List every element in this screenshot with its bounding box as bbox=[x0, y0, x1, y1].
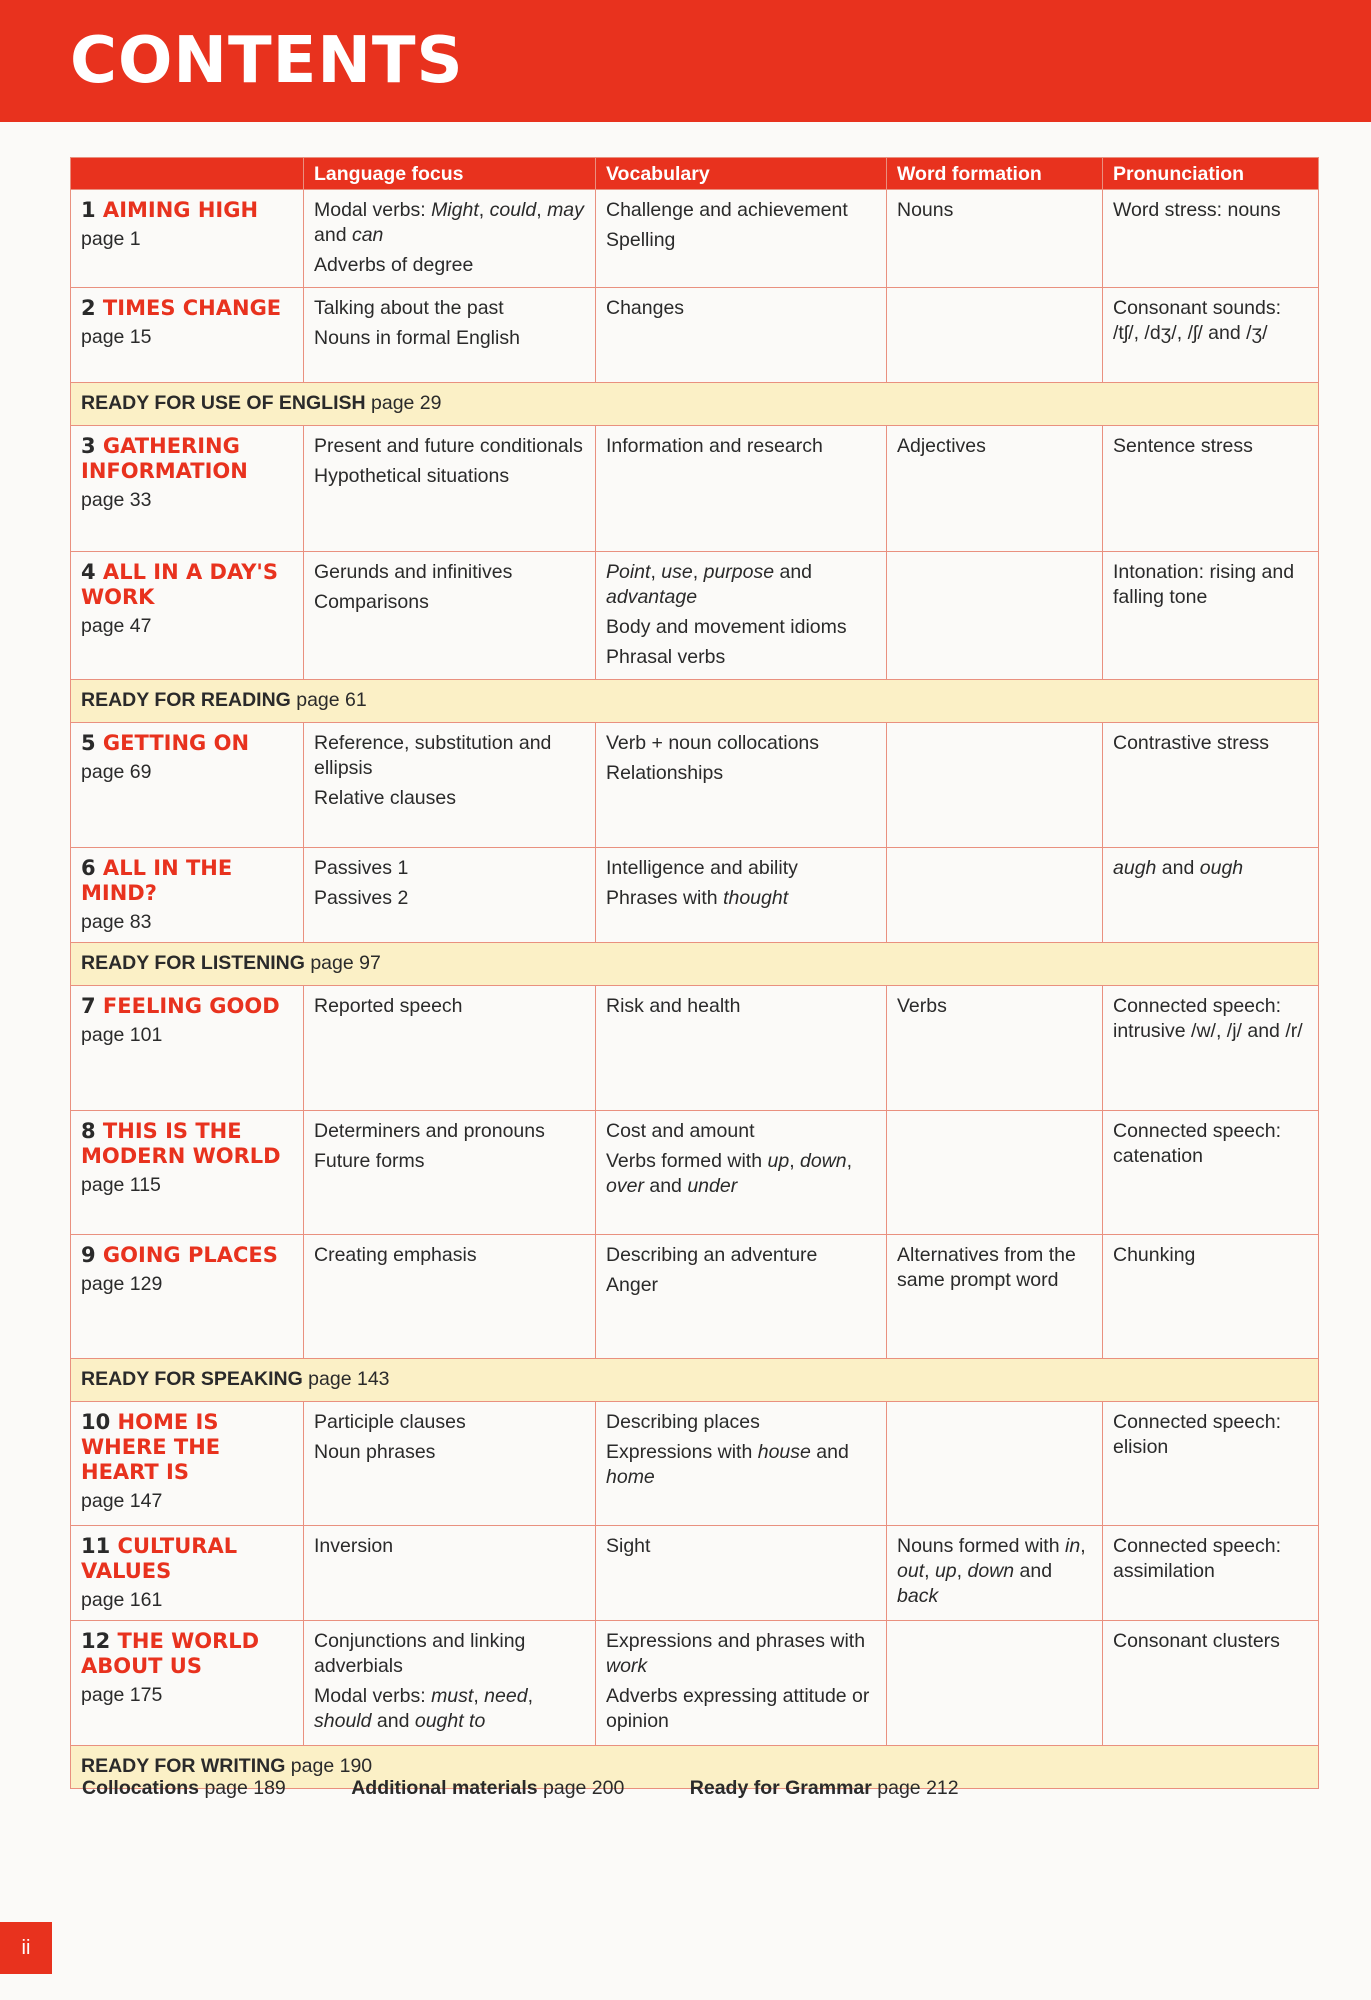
vocabulary-cell bbox=[596, 723, 887, 848]
unit-row[interactable] bbox=[71, 848, 1319, 943]
footer-links bbox=[82, 1777, 1019, 1800]
unit-row[interactable] bbox=[71, 190, 1319, 288]
pronunciation-cell bbox=[1103, 1526, 1319, 1621]
cell-line: Inversion bbox=[314, 1535, 394, 1557]
footer-item-collocations[interactable]: Collocations page 189 bbox=[82, 1777, 286, 1799]
cell-line: Phrasal verbs bbox=[606, 646, 726, 668]
cell-line: Connected speech: intrusive /w/, /j/ and /r/ bbox=[1113, 995, 1303, 1042]
vocabulary-cell bbox=[596, 190, 887, 288]
pronunciation-cell bbox=[1103, 723, 1319, 848]
cell-line: Connected speech: assimilation bbox=[1113, 1535, 1282, 1582]
unit-title-cell[interactable]: 7 FEELING GOOD page 101 bbox=[71, 986, 304, 1111]
cell-line: Gerunds and infinitives bbox=[314, 561, 513, 583]
word-formation-cell bbox=[887, 426, 1103, 552]
unit-title-cell[interactable]: 2 TIMES CHANGE page 15 bbox=[71, 288, 304, 383]
column-header-vocabulary: Vocabulary bbox=[596, 158, 887, 190]
cell-line: Conjunctions and linking adverbials bbox=[314, 1630, 526, 1677]
cell-line: Nouns in formal English bbox=[314, 327, 520, 349]
cell-line: Connected speech: elision bbox=[1113, 1411, 1282, 1458]
word-formation-cell bbox=[887, 723, 1103, 848]
cell-line: Changes bbox=[606, 297, 685, 319]
language-focus-cell bbox=[304, 723, 596, 848]
cell-line: Challenge and achievement bbox=[606, 199, 848, 221]
cell-line: Relationships bbox=[606, 762, 724, 784]
cell-line: Body and movement idioms bbox=[606, 616, 847, 638]
word-formation-cell bbox=[887, 552, 1103, 680]
cell-line: Reported speech bbox=[314, 995, 463, 1017]
cell-line: Consonant clusters bbox=[1113, 1630, 1280, 1652]
word-formation-cell bbox=[887, 848, 1103, 943]
cell-line: Passives 1 bbox=[314, 857, 409, 879]
unit-title-cell[interactable]: 6 ALL IN THE MIND? page 83 bbox=[71, 848, 304, 943]
unit-title-cell[interactable]: 5 GETTING ON page 69 bbox=[71, 723, 304, 848]
column-header-word-formation: Word formation bbox=[887, 158, 1103, 190]
footer-item-ready-for-grammar[interactable]: Ready for Grammar page 212 bbox=[689, 1777, 959, 1799]
language-focus-cell bbox=[304, 848, 596, 943]
cell-line: Describing an adventure bbox=[606, 1244, 818, 1266]
cell-line: Sentence stress bbox=[1113, 435, 1253, 457]
contents-table bbox=[70, 157, 1319, 1789]
cell-line: Word stress: nouns bbox=[1113, 199, 1281, 221]
pronunciation-cell bbox=[1103, 426, 1319, 552]
pronunciation-cell bbox=[1103, 552, 1319, 680]
unit-row[interactable] bbox=[71, 288, 1319, 383]
cell-line: Chunking bbox=[1113, 1244, 1196, 1266]
cell-line: Contrastive stress bbox=[1113, 732, 1270, 754]
cell-line: Connected speech: catenation bbox=[1113, 1120, 1282, 1167]
word-formation-cell bbox=[887, 288, 1103, 383]
pronunciation-cell bbox=[1103, 1235, 1319, 1359]
cell-line: Verbs bbox=[897, 995, 947, 1017]
vocabulary-cell bbox=[596, 1402, 887, 1526]
cell-line: Comparisons bbox=[314, 591, 429, 613]
vocabulary-cell bbox=[596, 1111, 887, 1235]
ready-section-row[interactable] bbox=[71, 680, 1319, 723]
cell-line: Verb + noun collocations bbox=[606, 732, 820, 754]
ready-section-label[interactable]: READY FOR READING page 61 bbox=[71, 680, 1319, 723]
ready-section-row[interactable] bbox=[71, 1359, 1319, 1402]
language-focus-cell bbox=[304, 986, 596, 1111]
vocabulary-cell bbox=[596, 1526, 887, 1621]
unit-title-cell[interactable]: 8 THIS IS THE MODERN WORLD page 115 bbox=[71, 1111, 304, 1235]
unit-title-cell[interactable]: 3 GATHERING INFORMATION page 33 bbox=[71, 426, 304, 552]
cell-line: Adverbs expressing attitude or opinion bbox=[606, 1685, 870, 1732]
page-title: CONTENTS bbox=[70, 24, 464, 98]
cell-line: Creating emphasis bbox=[314, 1244, 477, 1266]
unit-row[interactable] bbox=[71, 1526, 1319, 1621]
cell-line: Sight bbox=[606, 1535, 651, 1557]
unit-row[interactable] bbox=[71, 426, 1319, 552]
cell-line: Consonant sounds: /tʃ/, /dʒ/, /ʃ/ and /ʒ/ bbox=[1113, 297, 1282, 344]
column-header-language-focus: Language focus bbox=[304, 158, 596, 190]
cell-line: Noun phrases bbox=[314, 1441, 436, 1463]
cell-line: Phrases with thought bbox=[606, 887, 789, 909]
word-formation-cell bbox=[887, 1526, 1103, 1621]
vocabulary-cell bbox=[596, 848, 887, 943]
vocabulary-cell bbox=[596, 1621, 887, 1746]
pronunciation-cell bbox=[1103, 1621, 1319, 1746]
word-formation-cell bbox=[887, 1402, 1103, 1526]
cell-line: Risk and health bbox=[606, 995, 741, 1017]
cell-line: Talking about the past bbox=[314, 297, 504, 319]
cell-line: Relative clauses bbox=[314, 787, 456, 809]
cell-line: Nouns bbox=[897, 199, 954, 221]
language-focus-cell bbox=[304, 190, 596, 288]
cell-line: Determiners and pronouns bbox=[314, 1120, 545, 1142]
cell-line: Modal verbs: Might, could, may and can bbox=[314, 199, 584, 246]
cell-line: Reference, substitution and ellipsis bbox=[314, 732, 552, 779]
cell-line: Present and future conditionals bbox=[314, 435, 583, 457]
word-formation-cell bbox=[887, 986, 1103, 1111]
header-corner bbox=[71, 158, 304, 190]
vocabulary-cell bbox=[596, 986, 887, 1111]
cell-line: Expressions and phrases with work bbox=[606, 1630, 866, 1677]
cell-line: Participle clauses bbox=[314, 1411, 466, 1433]
pronunciation-cell bbox=[1103, 1402, 1319, 1526]
language-focus-cell bbox=[304, 1111, 596, 1235]
header-row bbox=[71, 158, 1319, 190]
language-focus-cell bbox=[304, 1526, 596, 1621]
ready-section-row[interactable] bbox=[71, 383, 1319, 426]
unit-title-cell[interactable]: 9 GOING PLACES page 129 bbox=[71, 1235, 304, 1359]
unit-row[interactable] bbox=[71, 1111, 1319, 1235]
unit-row[interactable] bbox=[71, 723, 1319, 848]
cell-line: Hypothetical situations bbox=[314, 465, 510, 487]
pronunciation-cell bbox=[1103, 288, 1319, 383]
language-focus-cell bbox=[304, 1402, 596, 1526]
language-focus-cell bbox=[304, 1621, 596, 1746]
pronunciation-cell bbox=[1103, 1111, 1319, 1235]
cell-line: Modal verbs: must, need, should and ought to bbox=[314, 1685, 533, 1732]
word-formation-cell bbox=[887, 1235, 1103, 1359]
cell-line: Intonation: rising and falling tone bbox=[1113, 561, 1295, 608]
cell-line: Alternatives from the same prompt word bbox=[897, 1244, 1076, 1291]
unit-title-cell[interactable]: 12 THE WORLD ABOUT US page 175 bbox=[71, 1621, 304, 1746]
column-header-pronunciation: Pronunciation bbox=[1103, 158, 1319, 190]
cell-line: augh and ough bbox=[1113, 857, 1244, 879]
cell-line: Expressions with house and home bbox=[606, 1441, 849, 1488]
unit-title-cell[interactable]: 10 HOME IS WHERE THE HEART IS page 147 bbox=[71, 1402, 304, 1526]
ready-section-label[interactable]: READY FOR WRITING page 190 bbox=[71, 1746, 1319, 1789]
unit-row[interactable] bbox=[71, 1402, 1319, 1526]
vocabulary-cell bbox=[596, 288, 887, 383]
cell-line: Nouns formed with in, out, up, down and back bbox=[897, 1535, 1086, 1607]
cell-line: Adjectives bbox=[897, 435, 986, 457]
ready-section-label[interactable]: READY FOR LISTENING page 97 bbox=[71, 943, 1319, 986]
cell-line: Describing places bbox=[606, 1411, 760, 1433]
vocabulary-cell bbox=[596, 552, 887, 680]
word-formation-cell bbox=[887, 190, 1103, 288]
cell-line: Verbs formed with up, down, over and under bbox=[606, 1150, 853, 1197]
language-focus-cell bbox=[304, 1235, 596, 1359]
cell-line: Adverbs of degree bbox=[314, 254, 474, 276]
unit-title-cell[interactable]: 1 AIMING HIGH page 1 bbox=[71, 190, 304, 288]
unit-title-cell[interactable]: 11 CULTURAL VALUES page 161 bbox=[71, 1526, 304, 1621]
vocabulary-cell bbox=[596, 1235, 887, 1359]
cell-line: Intelligence and ability bbox=[606, 857, 798, 879]
cell-line: Spelling bbox=[606, 229, 676, 251]
footer-item-additional-materials[interactable]: Additional materials page 200 bbox=[351, 1777, 625, 1799]
cell-line: Future forms bbox=[314, 1150, 425, 1172]
unit-row[interactable] bbox=[71, 986, 1319, 1111]
unit-row[interactable] bbox=[71, 1235, 1319, 1359]
cell-line: Anger bbox=[606, 1274, 659, 1296]
unit-row[interactable] bbox=[71, 552, 1319, 680]
cell-line: Point, use, purpose and advantage bbox=[606, 561, 813, 608]
pronunciation-cell bbox=[1103, 190, 1319, 288]
vocabulary-cell bbox=[596, 426, 887, 552]
page-number: ii bbox=[0, 1922, 52, 1974]
cell-line: Cost and amount bbox=[606, 1120, 755, 1142]
pronunciation-cell bbox=[1103, 986, 1319, 1111]
ready-section-label[interactable]: READY FOR SPEAKING page 143 bbox=[71, 1359, 1319, 1402]
word-formation-cell bbox=[887, 1621, 1103, 1746]
header-banner bbox=[0, 0, 1371, 122]
ready-section-row[interactable] bbox=[71, 943, 1319, 986]
language-focus-cell bbox=[304, 288, 596, 383]
unit-title-cell[interactable]: 4 ALL IN A DAY'S WORK page 47 bbox=[71, 552, 304, 680]
cell-line: Information and research bbox=[606, 435, 823, 457]
ready-section-label[interactable]: READY FOR USE OF ENGLISH page 29 bbox=[71, 383, 1319, 426]
cell-line: Passives 2 bbox=[314, 887, 409, 909]
word-formation-cell bbox=[887, 1111, 1103, 1235]
unit-row[interactable] bbox=[71, 1621, 1319, 1746]
language-focus-cell bbox=[304, 426, 596, 552]
language-focus-cell bbox=[304, 552, 596, 680]
pronunciation-cell bbox=[1103, 848, 1319, 943]
contents-body bbox=[71, 190, 1319, 1789]
